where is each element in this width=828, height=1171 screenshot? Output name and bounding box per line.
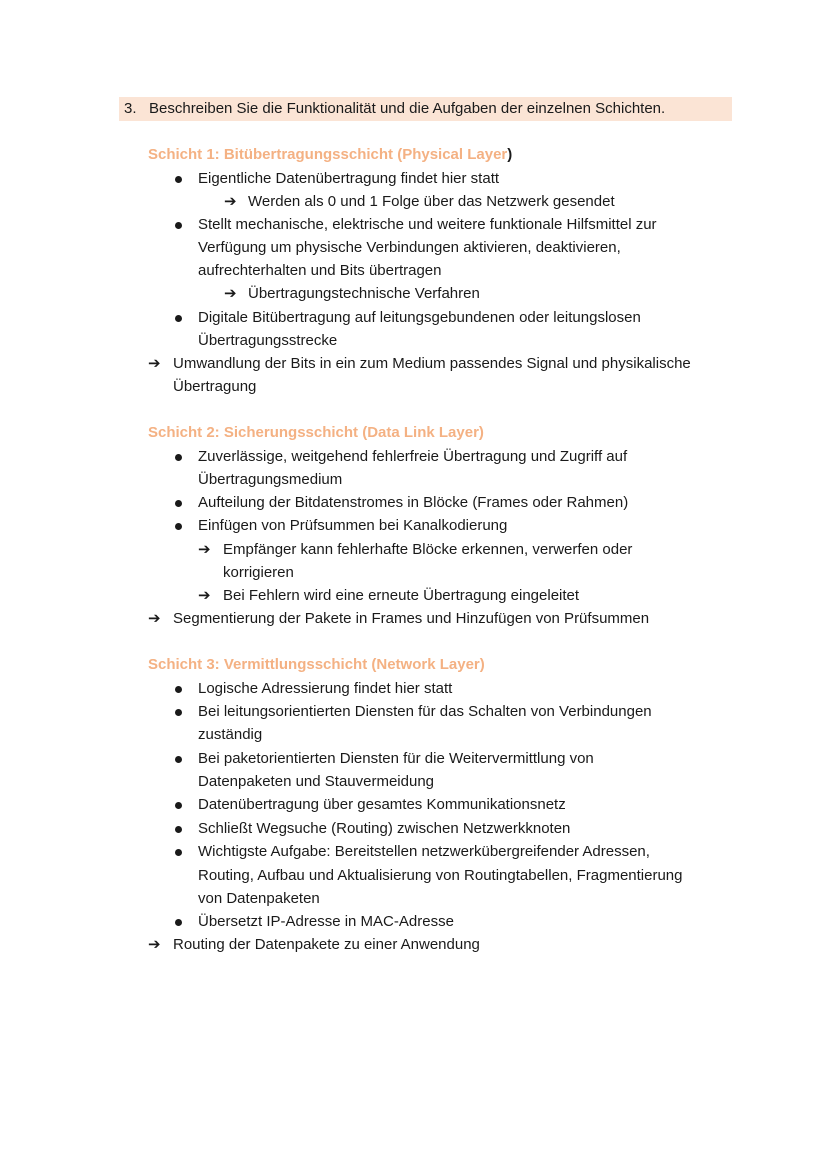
layer3-bullet-6-line2: Routing, Aufbau und Aktualisierung von Routingtabellen, Fragmentierung (198, 867, 683, 884)
layer2-bullet-3-sub1-line2: korrigieren (223, 564, 294, 581)
question-banner (119, 97, 732, 121)
bullet-icon (175, 222, 182, 229)
question-text: Beschreiben Sie die Funktionalität und die Aufgaben der einzelnen Schichten. (149, 100, 666, 117)
layer3-bullet-6-line1: Wichtigste Aufgabe: Bereitstellen netzwerkübergreifender Adressen, (198, 843, 650, 860)
arrow-right-icon: ➔ (224, 285, 237, 302)
arrow-right-icon: ➔ (148, 610, 161, 627)
bullet-icon (175, 686, 182, 693)
arrow-right-icon: ➔ (224, 193, 237, 210)
bullet-icon (175, 315, 182, 322)
layer1-summary-line1: Umwandlung der Bits in ein zum Medium passendes Signal und physikalische (173, 355, 691, 372)
layer3-bullet-3-line1: Bei paketorientierten Diensten für die Weitervermittlung von (198, 750, 594, 767)
bullet-icon (175, 176, 182, 183)
layer1-bullet-3-line1: Digitale Bitübertragung auf leitungsgebundenen oder leitungslosen (198, 309, 641, 326)
layer2-bullet-3-sub1-line1: Empfänger kann fehlerhafte Blöcke erkennen, verwerfen oder (223, 541, 633, 558)
bullet-icon (175, 500, 182, 507)
layer3-bullet-4: Datenübertragung über gesamtes Kommunikationsnetz (198, 796, 566, 813)
arrow-right-icon: ➔ (198, 541, 211, 558)
bullet-icon (175, 919, 182, 926)
layer2-bullet-1-line1: Zuverlässige, weitgehend fehlerfreie Übertragung und Zugriff auf (198, 448, 628, 465)
layer2-bullet-2: Aufteilung der Bitdatenstromes in Blöcke (Frames oder Rahmen) (198, 494, 629, 511)
arrow-right-icon: ➔ (198, 587, 211, 604)
layer1-summary-line2: Übertragung (173, 378, 257, 395)
arrow-right-icon: ➔ (148, 936, 161, 953)
bullet-icon (175, 523, 182, 530)
layer3-bullet-3-line2: Datenpaketen und Stauvermeidung (198, 773, 435, 790)
layer2-bullet-3: Einfügen von Prüfsummen bei Kanalkodierung (198, 517, 508, 534)
layer3-bullet-7: Übersetzt IP-Adresse in MAC-Adresse (198, 913, 454, 930)
layer3-heading: Schicht 3: Vermittlungsschicht (Network Layer) (148, 656, 485, 673)
bullet-icon (175, 849, 182, 856)
bullet-icon (175, 826, 182, 833)
layer1-bullet-3-line2: Übertragungsstrecke (198, 332, 338, 349)
layer1-bullet-2-line1: Stellt mechanische, elektrische und weitere funktionale Hilfsmittel zur (198, 216, 657, 233)
bullet-icon (175, 802, 182, 809)
layer3-summary: Routing der Datenpakete zu einer Anwendung (173, 936, 480, 953)
layer1-bullet-2-line3: aufrechterhalten und Bits übertragen (198, 262, 442, 279)
bullet-icon (175, 756, 182, 763)
bullet-icon (175, 709, 182, 716)
bullet-icon (175, 454, 182, 461)
layer3-bullet-2-line1: Bei leitungsorientierten Diensten für das Schalten von Verbindungen (198, 703, 652, 720)
arrow-right-icon: ➔ (148, 355, 161, 372)
layer3-bullet-6-line3: von Datenpaketen (198, 890, 320, 907)
layer2-bullet-1-line2: Übertragungsmedium (198, 471, 343, 488)
layer1-bullet-2-sub: Übertragungstechnische Verfahren (248, 285, 480, 302)
layer1-heading: Schicht 1: Bitübertragungsschicht (Physical Layer) (148, 146, 513, 163)
layer2-summary: Segmentierung der Pakete in Frames und Hinzufügen von Prüfsummen (173, 610, 650, 627)
layer1-bullet-1: Eigentliche Datenübertragung findet hier statt (198, 170, 500, 187)
layer1-bullet-1-sub: Werden als 0 und 1 Folge über das Netzwerk gesendet (248, 193, 615, 210)
question-number: 3. (124, 100, 137, 117)
layer3-bullet-5: Schließt Wegsuche (Routing) zwischen Netzwerkknoten (198, 820, 571, 837)
layer2-bullet-3-sub2: Bei Fehlern wird eine erneute Übertragung eingeleitet (223, 587, 580, 604)
layer1-bullet-2-line2: Verfügung um physische Verbindungen aktivieren, deaktivieren, (198, 239, 621, 256)
layer3-bullet-2-line2: zuständig (198, 726, 263, 743)
layer3-bullet-1: Logische Adressierung findet hier statt (198, 680, 453, 697)
layer2-heading: Schicht 2: Sicherungsschicht (Data Link Layer) (148, 424, 484, 441)
